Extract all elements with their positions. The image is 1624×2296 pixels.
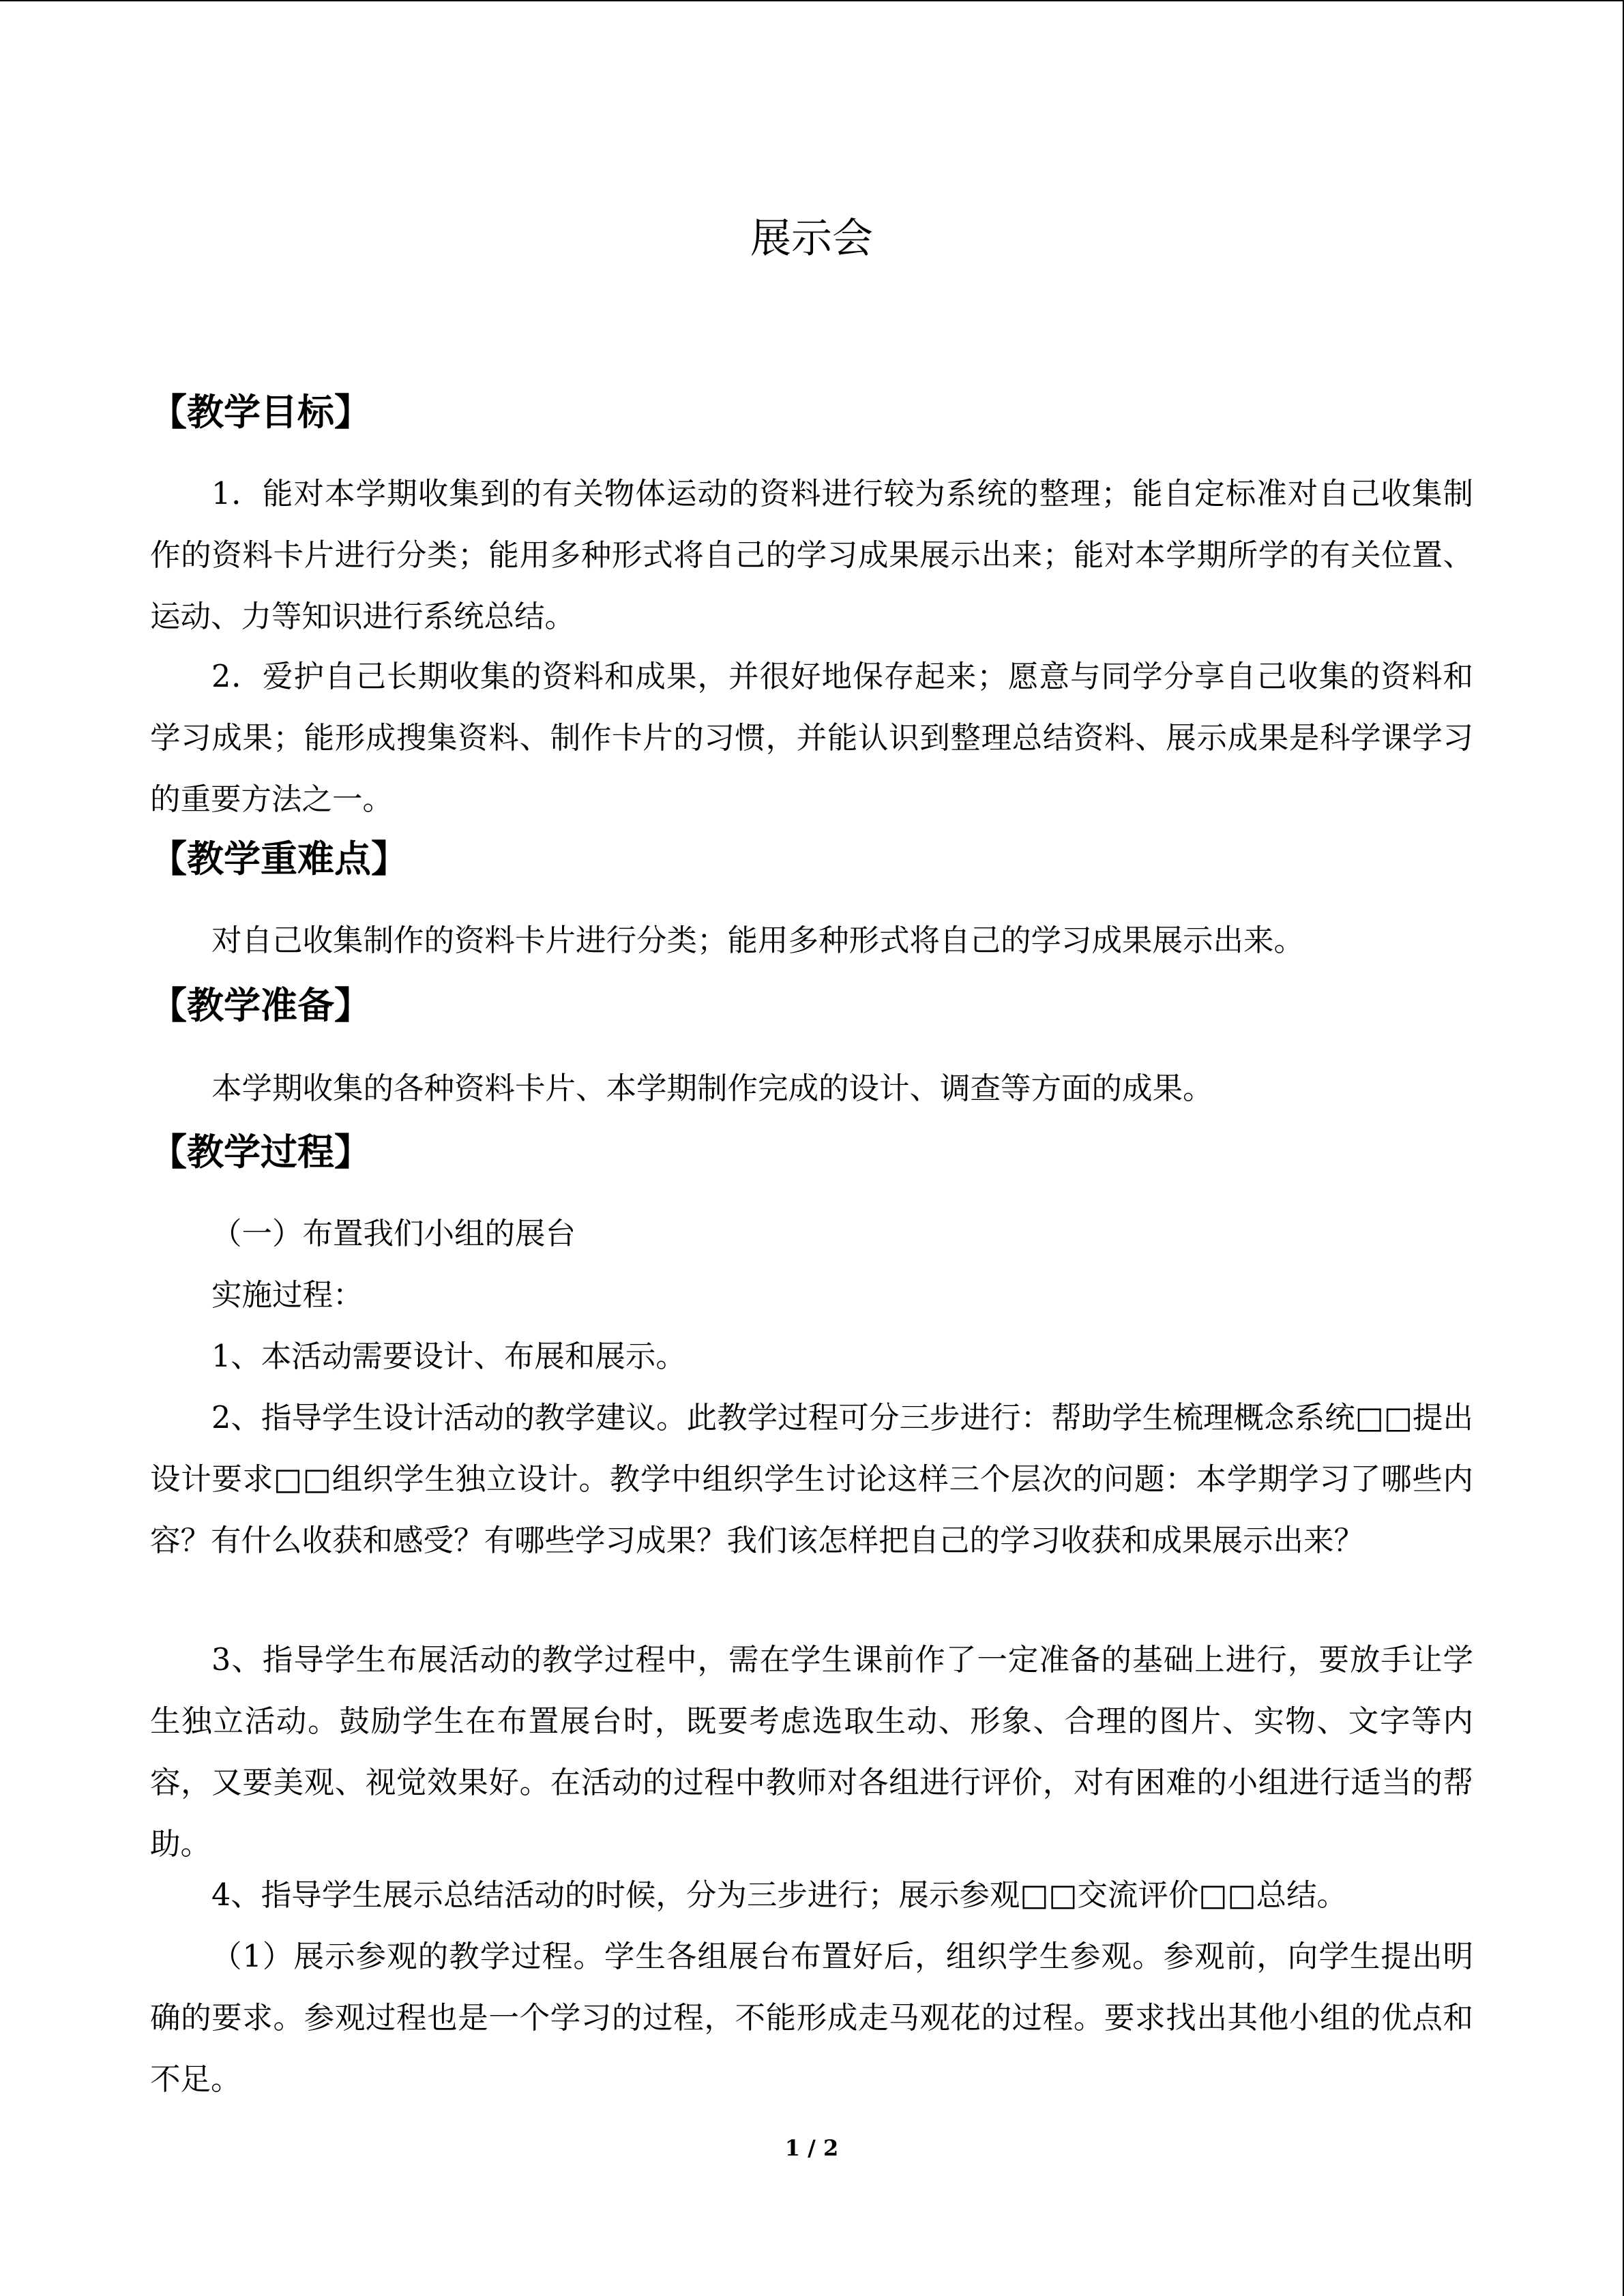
page-number: 1 / 2 — [784, 2135, 839, 2161]
heading-key-points: 【教学重难点】 — [150, 837, 408, 880]
objectives-paragraph-1: 1．能对本学期收集到的有关物体运动的资料进行较为系统的整理；能自定标准对自己收集制作的资料卡片进行分类；能用多种形式将自己的学习成果展示出来；能对本学期所学的有关位置、运动、力等知识进行系统总结。 — [150, 477, 1473, 634]
process-step-1: 1、本活动需要设计、布展和展示。 — [211, 1339, 686, 1374]
process-intro: 实施过程： — [211, 1278, 364, 1313]
process-step-4-1: （1）展示参观的教学过程。学生各组展台布置好后，组织学生参观。参观前，向学生提出明确的要求。参观过程也是一个学习的过程，不能形成走马观花的过程。要求找出其他小组的优点和不足。 — [150, 1939, 1473, 2097]
heading-preparation: 【教学准备】 — [150, 984, 371, 1027]
process-step-2: 2、指导学生设计活动的教学建议。此教学过程可分三步进行：帮助学生梳理概念系统□□提出设计要求□□组织学生独立设计。教学中组织学生讨论这样三个层次的问题：本学期学习了哪些内容？有什么收获和感受？有哪些学习成果？我们该怎样把自己的学习收获和成果展示出来？ — [150, 1401, 1473, 1558]
heading-process: 【教学过程】 — [150, 1131, 371, 1174]
preparation-paragraph: 本学期收集的各种资料卡片、本学期制作完成的设计、调查等方面的成果。 — [211, 1071, 1213, 1106]
key-points-paragraph: 对自己收集制作的资料卡片进行分类；能用多种形式将自己的学习成果展示出来。 — [211, 923, 1305, 958]
process-step-3: 3、指导学生布展活动的教学过程中，需在学生课前作了一定准备的基础上进行，要放手让学生独立活动。鼓励学生在布置展台时，既要考虑选取生动、形象、合理的图片、实物、文字等内容，又要美观、视觉效果好。在活动的过程中教师对各组进行评价，对有困难的小组进行适当的帮助。 — [150, 1643, 1473, 1862]
page-border-top — [0, 0, 1624, 1]
process-step-4: 4、指导学生展示总结活动的时候，分为三步进行；展示参观□□交流评价□□总结。 — [211, 1878, 1347, 1913]
heading-objectives: 【教学目标】 — [150, 391, 371, 434]
objectives-paragraph-2: 2．爱护自己长期收集的资料和成果，并很好地保存起来；愿意与同学分享自己收集的资料和学习成果；能形成搜集资料、制作卡片的习惯，并能认识到整理总结资料、展示成果是科学课学习的重要方法之一。 — [150, 659, 1473, 817]
document-title: 展示会 — [750, 215, 873, 263]
process-subheading: （一）布置我们小组的展台 — [211, 1217, 576, 1251]
